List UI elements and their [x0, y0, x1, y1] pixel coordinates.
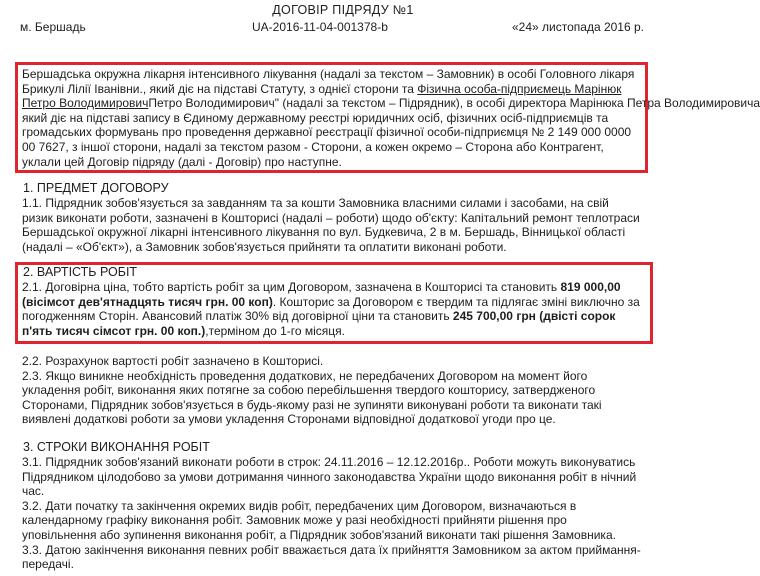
document-date: «24» листопада 2016 р.	[512, 20, 644, 34]
section1-heading: 1. ПРЕДМЕТ ДОГОВОРУ	[23, 181, 169, 195]
section1-line: 1.1. Підрядник зобов'язується за завданням та за кошти Замовника власними силами і засобами, на свій	[22, 196, 609, 210]
price-line: п'ять тисяч сімсот грн. 00 коп.),терміном до 1-го місяця.	[22, 323, 346, 338]
section3-line: 3.2. Дати початку та закінчення окремих видів робіт, передбачених цим Договором, визначаються в	[22, 498, 577, 513]
section2-price	[22, 280, 650, 338]
contract-price: 819 000,00	[560, 280, 621, 294]
section3-heading: 3. СТРОКИ ВИКОНАННЯ РОБІТ	[23, 440, 210, 454]
contract-price-words: (вісімсот дев'ятнадцять тисяч грн. 00 коп)	[22, 294, 273, 309]
advance-payment: 245 700,00 грн (двісті сорок	[452, 309, 616, 324]
clause-2-2: 2.2. Розрахунок вартості робіт зазначено в Кошторисі.	[22, 354, 324, 368]
document-meta	[0, 20, 686, 36]
section3-line: уповільнення або зупинення виконання робіт, а Підрядник зобов'язаний виконати такі рішення Замовника.	[22, 527, 616, 542]
price-line: погодженням Сторін. Авансовий платіж 30% від договірної ціни та становить 245 700,00 грн (двісті сорок	[22, 309, 616, 324]
clause-2-3-line: виявлені додаткові роботи за умови укладення Сторонами відповідної додаткової угоди про це.	[22, 412, 556, 427]
contractor-name-underlined: Фізична особа-підприємець Марінюк	[417, 81, 622, 96]
section3-line: 3.1. Підрядник зобов'язаний виконати роботи в строк: 24.11.2016 – 12.12.2016р.. Роботи можуть виконуватись	[22, 455, 636, 469]
section2-heading: 2. ВАРТІСТЬ РОБІТ	[23, 265, 138, 279]
advance-payment-words: п'ять тисяч сімсот грн. 00 коп.)	[22, 323, 206, 338]
clause-2-3-line: Сторонами, Підрядник зобов'язується в будь-якому разі не зупиняти виконувані роботи та виконати такі	[22, 397, 602, 412]
section1-body	[22, 196, 662, 254]
preamble-line: Петро ВолодимировичПетро Володимирович" (надалі за текстом – Підрядник), в особі директора Марінюка Петра Володимировича	[22, 96, 760, 111]
preamble-line: громадських формувань про проведення державної реєстрації фізичної особи-підприємця № 2 149 000 0000	[22, 125, 632, 140]
price-line: 2.1. Договірна ціна, тобто вартість робіт за цим Договором, зазначена в Кошторисі та становить 819 000,00	[22, 280, 621, 294]
section1-line: (надалі – «Об'єкт»), а Замовник зобов'язується прийняти та оплатити виконані роботи.	[22, 239, 507, 254]
preamble-line: який діє на підставі запису в Єдиному державному реєстрі юридичних осіб, фізичних осіб-підприємців та	[22, 110, 609, 125]
contractor-name-underlined-cont: Петро Володимирович	[22, 96, 149, 111]
preamble	[22, 67, 760, 169]
clause-2-3-line: 2.3. Якщо виникне необхідність проведення додаткових, не передбачених Договором на момент його	[22, 368, 588, 383]
section3-line: час.	[22, 484, 45, 499]
document-number: UA-2016-11-04-001378-b	[252, 20, 388, 34]
section3-line: Підрядником цілодобово за умови дотримання чинного законодавства України щодо виконання робіт в нічний	[22, 469, 637, 484]
preamble-line: уклали цей Договір підряду (далі - Договір) про наступне.	[22, 154, 342, 169]
preamble-line: Брикулі Лілії Іванівни., який діє на підставі Статуту, з однієї сторони та Фізична особа-підприємець Марінюк	[22, 81, 622, 96]
clause-2-3-line: укладення робіт, виконання яких потягне за собою перебільшення твердого кошторису, затвердженого	[22, 383, 596, 398]
section1-line: ризик виконати роботи, зазначені в Кошторисі (надалі – роботи) щодо об'єкту: Капітальний ремонт теплотраси	[22, 210, 640, 225]
preamble-line: Бершадська окружна лікарня інтенсивного лікування (надалі за текстом – Замовник) в особі Головного лікаря	[22, 67, 635, 81]
preamble-line: 00 7627, з іншої сторони, надалі за текстом разом - Сторони, а кожен окремо – Сторона або Контрагент,	[22, 139, 604, 154]
section3-line: передачі.	[22, 557, 74, 572]
section3-body	[22, 455, 662, 572]
price-line: (вісімсот дев'ятнадцять тисяч грн. 00 коп). Кошторис за Договором є твердим та підлягає зміні виключно за	[22, 294, 640, 309]
section2-extra	[22, 354, 662, 427]
document-title: ДОГОВІР ПІДРЯДУ №1	[272, 3, 414, 17]
section3-line: 3.3. Датою закінчення виконання певних робіт вважається дата їх прийняття Замовником за актом приймання-	[22, 542, 641, 557]
section3-line: календарному графіку виконання робіт. Замовник може у разі необхідності прийняти рішення про	[22, 513, 567, 528]
section1-line: Бершадської окружної лікарні інтенсивного лікування по вул. Будкевича, 2 в м. Бершадь, Вінницької області	[22, 225, 626, 240]
document-city: м. Бершадь	[20, 20, 86, 34]
